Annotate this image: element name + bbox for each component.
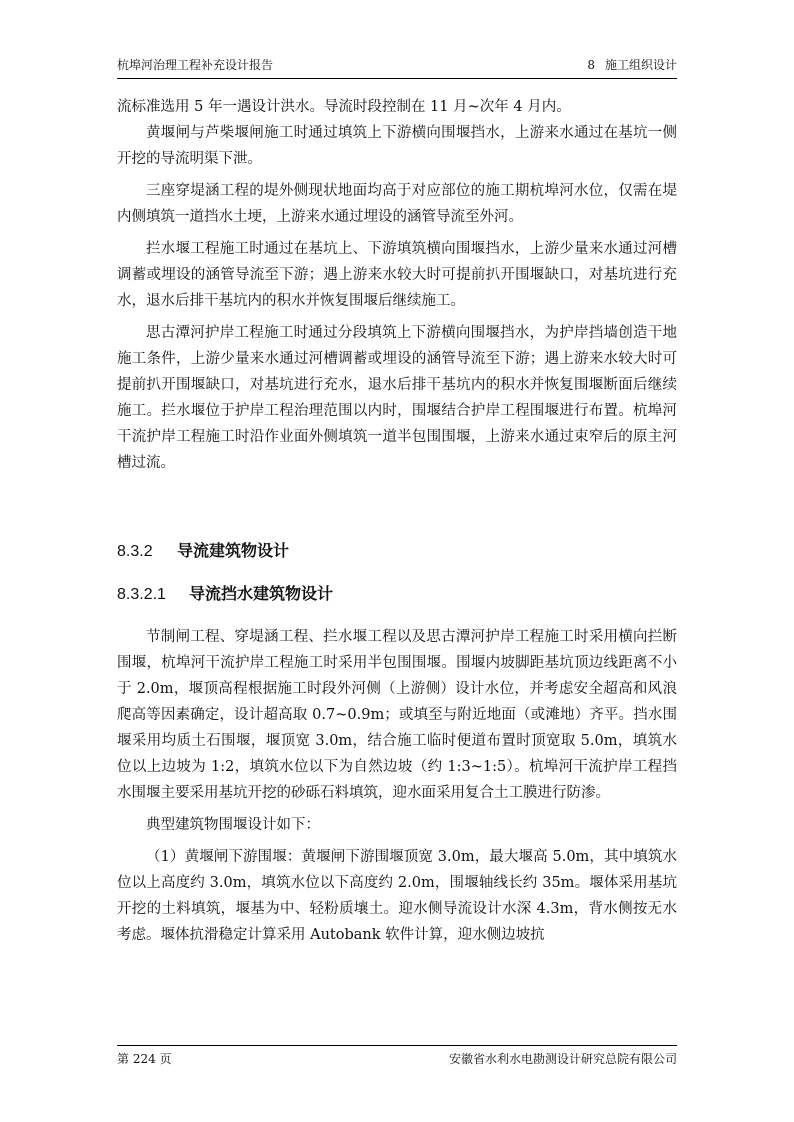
paragraph-4: 拦水堰工程施工时通过在基坑上、下游填筑横向围堰挡水，上游少量来水通过河槽调蓄或埋设的涵管导流至下游；遇上游来水较大时可提前扒开围堰缺口，对基坑进行充水，退水后排干基坑内的积水并恢复围堰后继续施工。 <box>117 241 677 309</box>
body-block-1 <box>117 94 677 476</box>
paragraph-7: 典型建筑物围堰设计如下： <box>146 817 320 833</box>
paragraph-1: 流标准选用 5 年一遇设计洪水。导流时段控制在 11 月~次年 4 月内。 <box>117 99 571 115</box>
paragraph-8: （1）黄堰闸下游围堰：黄堰闸下游围堰顶宽 3.0m，最大堰高 5.0m，其中填筑水位以上高度约 3.0m，填筑水位以下高度约 2.0m，围堰轴线长约 35m。堰体采用基坑开挖的土料填筑，堰基为中、轻粉质壤土。迎水侧导流设计水深 4.3m，背水侧按无水考虑。堰体抗滑稳定计算采用 Autobank 软件计算，迎水侧边坡抗 <box>117 849 677 943</box>
section-title: 导流建筑物设计 <box>177 541 290 560</box>
footer-divider <box>117 1045 677 1046</box>
header-chapter-title: 施工组织设计 <box>604 58 677 72</box>
page-number: 第 224 页 <box>117 1052 172 1066</box>
paragraph-6: 节制闸工程、穿堤涵工程、拦水堰工程以及思古潭河护岸工程施工时采用横向拦断围堰，杭埠河干流护岸工程施工时采用半包围围堰。围堰内坡脚距基坑顶边线距离不小于 2.0m，堰顶高程根据施工时段外河侧（上游侧）设计水位，并考虑安全超高和风浪爬高等因素确定，设计超高取 0.7~0.9m；或填至与附近地面（或滩地）齐平。挡水围堰采用均质土石围堰，堰顶宽 3.0m，结合施工临时便道布置时顶宽取 5.0m，填筑水位以上边坡为 1:2，填筑水位以下为自然边坡（约 1:3~1:5）。杭埠河干流护岸工程挡水围堰主要采用基坑开挖的砂砾石料填筑，迎水面采用复合土工膜进行防渗。 <box>117 629 677 801</box>
paragraph-2: 黄堰闸与芦柴堰闸施工时通过填筑上下游横向围堰挡水，上游来水通过在基坑一侧开挖的导流明渠下泄。 <box>117 125 677 167</box>
page-footer <box>117 1049 677 1069</box>
paragraph-3: 三座穿堤涵工程的堤外侧现状地面均高于对应部位的施工期杭埠河水位，仅需在堤内侧填筑一道挡水土埂，上游来水通过埋设的涵管导流至外河。 <box>117 183 677 225</box>
section-heading-8-3-2 <box>117 538 677 565</box>
header-divider <box>117 78 677 79</box>
header-chapter-number: 8 <box>587 58 595 72</box>
header-document-title: 杭埠河治理工程补充设计报告 <box>117 58 274 72</box>
paragraph-5: 思古潭河护岸工程施工时通过分段填筑上下游横向围堰挡水，为护岸挡墙创造干地施工条件，上游少量来水通过河槽调蓄或埋设的涵管导流至下游；遇上游来水较大时可提前扒开围堰缺口，对基坑进行充水，退水后排干基坑内的积水并恢复围堰断面后继续施工。拦水堰位于护岸工程治理范围以内时，围堰结合护岸工程围堰进行布置。杭埠河干流护岸工程施工时沿作业面外侧填筑一道半包围围堰，上游来水通过束窄后的原主河槽过流。 <box>117 325 677 471</box>
footer-organization: 安徽省水利水电勘测设计研究总院有限公司 <box>448 1052 677 1066</box>
section-number: 8.3.2 <box>117 543 153 560</box>
subsection-title: 导流挡水建筑物设计 <box>189 584 334 603</box>
body-block-2 <box>117 624 677 948</box>
section-heading-8-3-2-1 <box>117 581 677 608</box>
header-chapter <box>587 55 677 75</box>
page-header <box>117 55 677 75</box>
subsection-number: 8.3.2.1 <box>117 586 166 603</box>
